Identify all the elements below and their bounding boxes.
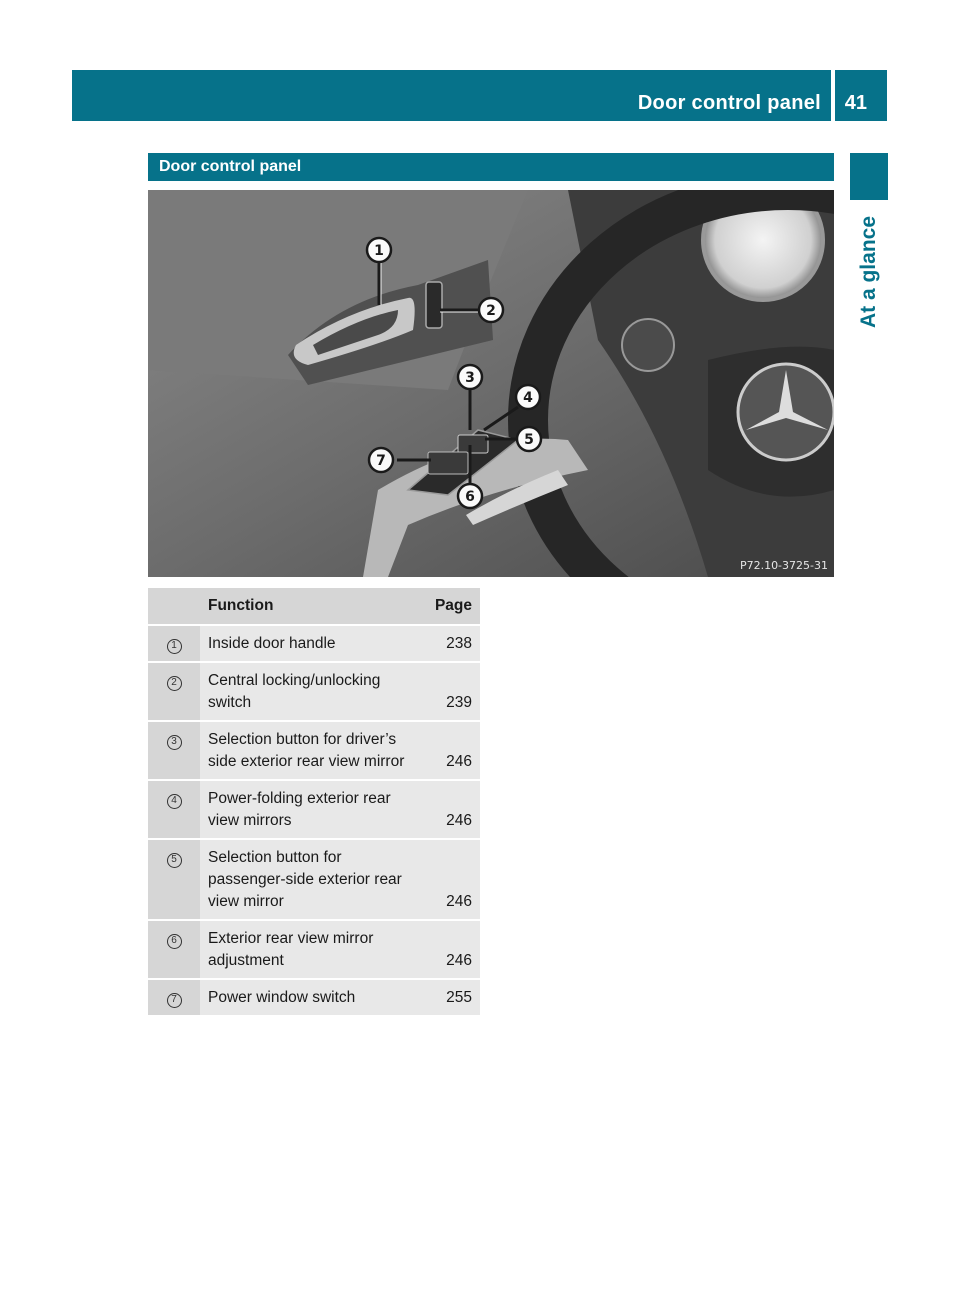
row-page-ref[interactable]: 246 (415, 840, 480, 919)
row-page-ref[interactable]: 246 (415, 722, 480, 779)
row-marker: 4 (167, 794, 182, 809)
table-row (148, 663, 480, 720)
figure-callout-7: 7 (376, 453, 386, 469)
side-tab (850, 153, 888, 200)
row-function: Central locking/unlocking switch (200, 663, 415, 720)
row-function: Power window switch (200, 980, 415, 1015)
col-number-header (148, 588, 200, 624)
col-page-header: Page (415, 588, 480, 624)
figure-callout-5: 5 (524, 432, 534, 448)
row-function: Inside door handle (200, 626, 415, 661)
side-tab-label: At a glance (857, 215, 880, 329)
row-marker: 7 (167, 993, 182, 1008)
figure-callout-1: 1 (374, 243, 384, 259)
row-marker: 3 (167, 735, 182, 750)
row-marker: 6 (167, 934, 182, 949)
table-row (148, 921, 480, 978)
table-row (148, 722, 480, 779)
header-divider (831, 70, 835, 121)
table-row (148, 626, 480, 661)
table-row (148, 781, 480, 838)
door-panel-illustration (148, 190, 834, 577)
row-function: Selection button for passenger-side exterior rear view mirror (200, 840, 415, 919)
page-header (72, 70, 887, 121)
row-function: Exterior rear view mirror adjustment (200, 921, 415, 978)
page-number: 41 (844, 92, 867, 114)
section-title: Door control panel (159, 158, 302, 175)
figure-code: P72.10-3725-31 (739, 559, 828, 572)
row-page-ref[interactable]: 255 (415, 980, 480, 1015)
row-page-ref[interactable]: 238 (415, 626, 480, 661)
door-panel-photo (148, 190, 834, 577)
figure-callout-6: 6 (465, 489, 475, 505)
figure-callout-2: 2 (486, 303, 496, 319)
row-function: Selection button for driver’s side exterior rear view mirror (200, 722, 415, 779)
header-title: Door control panel (637, 92, 821, 114)
row-page-ref[interactable]: 246 (415, 781, 480, 838)
table-row (148, 980, 480, 1015)
table-row (148, 840, 480, 919)
row-marker: 2 (167, 676, 182, 691)
figure-callout-4: 4 (523, 390, 533, 406)
row-page-ref[interactable]: 246 (415, 921, 480, 978)
col-function-header: Function (200, 588, 415, 624)
section-header (148, 153, 834, 181)
figure-callout-3: 3 (465, 370, 475, 386)
row-marker: 1 (167, 639, 182, 654)
row-marker: 5 (167, 853, 182, 868)
table-header-row (148, 588, 480, 624)
function-table (148, 586, 480, 1017)
row-function: Power-folding exterior rear view mirrors (200, 781, 415, 838)
row-page-ref[interactable]: 239 (415, 663, 480, 720)
